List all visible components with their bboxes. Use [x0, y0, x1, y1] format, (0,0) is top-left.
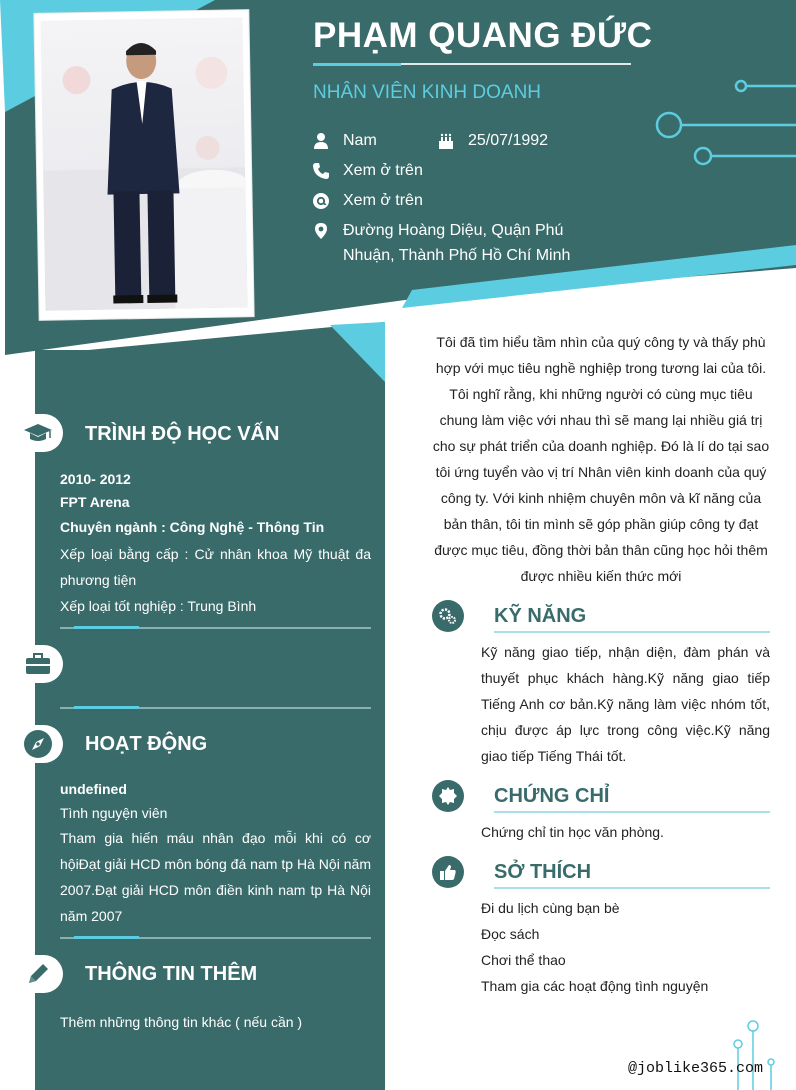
- at-sign-icon: [312, 192, 330, 210]
- objective-line: Tôi đã tìm hiểu tầm nhìn của quý công ty và thấy phù: [436, 334, 766, 350]
- badge-icon: [432, 780, 464, 812]
- objective-line: được mục tiêu, đồng thời bản thân cũng học hỏi thêm: [434, 542, 768, 558]
- section-divider-accent: [74, 706, 139, 709]
- skills-title: KỸ NĂNG: [494, 605, 587, 627]
- email-value: Xem ở trên: [343, 192, 423, 209]
- phone-icon: [312, 162, 330, 180]
- extra-text: Thêm những thông tin khác ( nếu cần ): [60, 1014, 303, 1030]
- birthday-value: 25/07/1992: [468, 132, 549, 149]
- hobby-item: Đi du lịch cùng bạn bè: [481, 900, 620, 916]
- gears-icon: [432, 600, 464, 632]
- certificates-title: CHỨNG CHỈ: [494, 785, 610, 807]
- phone-value: Xem ở trên: [343, 162, 423, 179]
- thumbs-up-icon: [432, 856, 464, 888]
- pencil-icon: [19, 955, 57, 993]
- watermark: @joblike365.com: [628, 1060, 764, 1077]
- objective-line: bản thân, tôi tin mình sẽ góp phần giúp công ty đạt: [443, 516, 759, 532]
- certificates-underline: [494, 811, 770, 813]
- location-pin-icon: [312, 222, 330, 240]
- activities-title: HOẠT ĐỘNG: [85, 733, 208, 755]
- section-divider-accent: [74, 626, 139, 629]
- education-school: FPT Arena: [60, 494, 130, 510]
- section-divider-accent: [74, 936, 139, 939]
- cake-icon: [437, 132, 455, 150]
- name-underline-accent: [313, 63, 401, 66]
- briefcase-icon: [19, 645, 57, 683]
- activities-role: Tình nguyện viên: [60, 805, 168, 821]
- education-period: 2010- 2012: [60, 471, 131, 487]
- candidate-name: PHẠM QUANG ĐỨC: [313, 16, 653, 55]
- compass-icon: [19, 725, 57, 763]
- career-objective: [432, 329, 770, 589]
- person-icon: [312, 132, 330, 150]
- hobby-item: Tham gia các hoạt động tình nguyện: [481, 978, 709, 994]
- education-degree: Xếp loại bằng cấp : Cử nhân khoa Mỹ thuật đa phương tiện: [60, 546, 371, 588]
- objective-line: công ty. Với kinh nhiệm chuyên môn và kĩ năng của: [440, 490, 762, 506]
- objective-line: chung làm việc với nhau thì sẽ mang lại nhiều giá trị: [439, 412, 763, 428]
- objective-line: được nhiều kiến thức mới: [520, 568, 682, 584]
- job-title: NHÂN VIÊN KINH DOANH: [313, 82, 542, 103]
- profile-photo: [40, 17, 247, 310]
- skills-underline: [494, 631, 770, 633]
- circuit-decoration-bottom: [734, 1021, 774, 1090]
- activities-description: Tham gia hiến máu nhân đạo mỗi khi có cơ hộiĐạt giải HCD môn bóng đá nam tp Hà Nội năm 2007.Đạt giải HCD môn điền kinh nam tp Hà Nội năm 2007: [60, 830, 371, 924]
- education-title: TRÌNH ĐỘ HỌC VẤN: [85, 423, 280, 445]
- extra-title: THÔNG TIN THÊM: [85, 963, 258, 985]
- hobby-item: Đọc sách: [481, 926, 540, 942]
- education-major: Chuyên ngành : Công Nghệ - Thông Tin: [60, 519, 325, 535]
- address-line-2: Nhuận, Thành Phố Hồ Chí Minh: [343, 247, 571, 264]
- objective-line: Tôi nghĩ rằng, khi những người có cùng mục tiêu: [449, 386, 753, 402]
- gender-value: Nam: [343, 132, 377, 149]
- activities-organization: undefined: [60, 781, 127, 797]
- objective-line: tôi ứng tuyển vào vị trí Nhân viên kinh doanh của quý: [435, 464, 767, 480]
- address-line-1: Đường Hoàng Diệu, Quận Phú: [343, 222, 564, 239]
- graduation-cap-icon: [19, 414, 57, 452]
- hobbies-underline: [494, 887, 770, 889]
- hobby-item: Chơi thể thao: [481, 952, 566, 968]
- certificates-text: Chứng chỉ tin học văn phòng.: [481, 824, 664, 840]
- hobbies-title: SỞ THÍCH: [494, 861, 592, 883]
- objective-line: cho sự phát triển của doanh nghiệp. Đó là lí do tại sao: [432, 438, 770, 454]
- profile-photo-frame: [34, 10, 253, 320]
- skills-text: Kỹ năng giao tiếp, nhận diện, đàm phán và thuyết phục khách hàng.Kỹ năng giao tiếp Tiếng Anh cơ bản.Kỹ năng làm việc nhóm tốt, chịu được áp lực trong công việc.Kỹ năng giao tiếp Tiếng Thái tốt.: [481, 644, 770, 764]
- hobbies-list: [481, 895, 708, 999]
- education-grade: Xếp loại tốt nghiệp : Trung Bình: [60, 598, 257, 614]
- objective-line: hợp với mục tiêu nghề nghiệp trong tương lai của tôi.: [435, 360, 767, 376]
